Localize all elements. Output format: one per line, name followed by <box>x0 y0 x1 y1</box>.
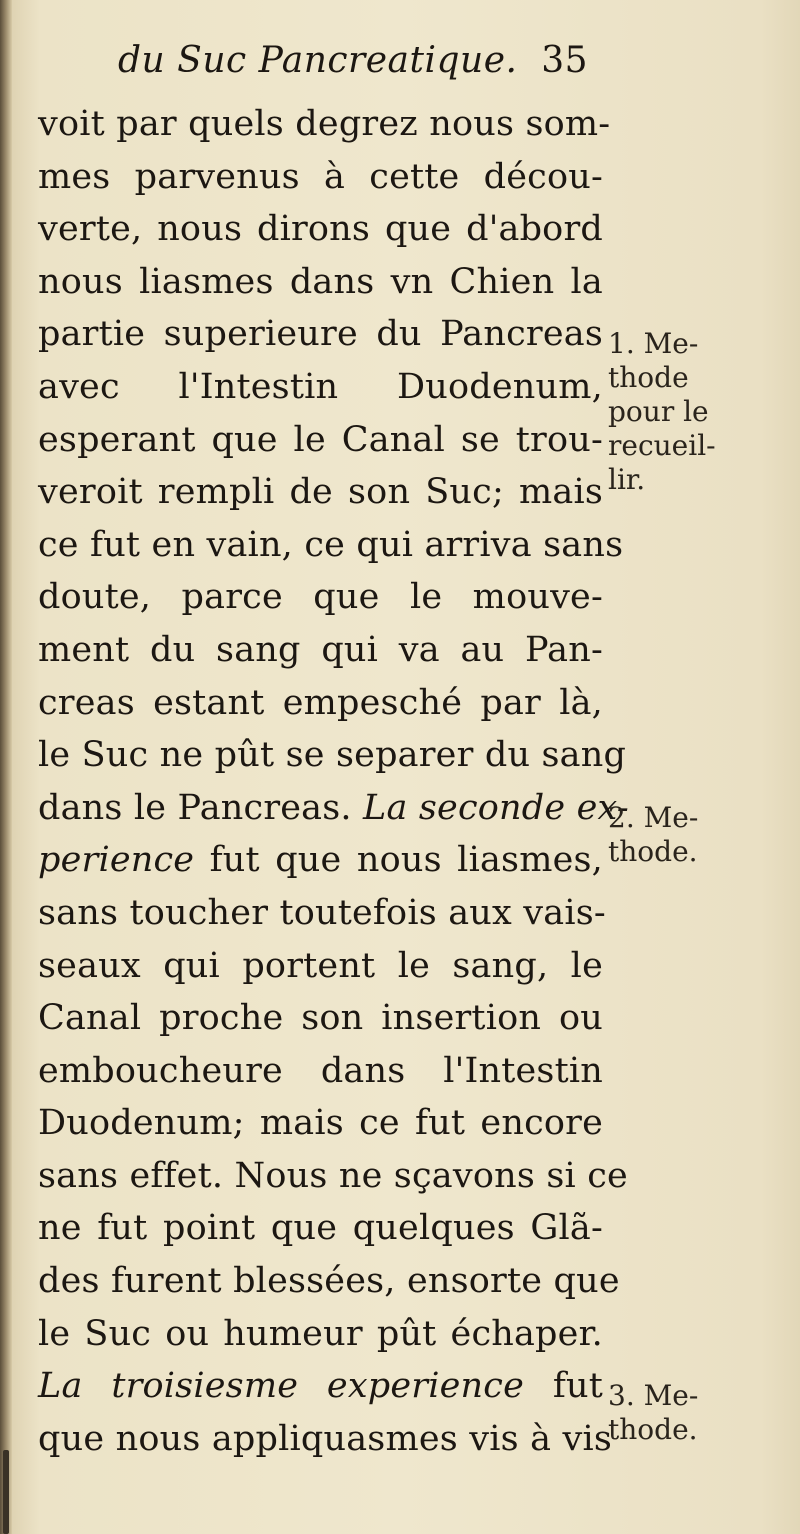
margin-note-line: thode <box>608 361 689 395</box>
text-segment: nous liasmes dans vn Chien la <box>38 261 603 302</box>
text-line <box>38 466 603 519</box>
text-segment: fut que nous liasmes, <box>194 840 603 881</box>
text-line <box>38 1150 628 1203</box>
text-line <box>38 677 603 730</box>
text-line <box>38 98 611 151</box>
text-segment: seaux qui portent le sang, le <box>38 945 603 986</box>
margin-note <box>608 327 798 497</box>
text-segment: Duodenum; mais ce fut encore <box>38 1103 603 1144</box>
text-segment: Canal proche son insertion ou <box>38 998 603 1039</box>
text-line <box>38 308 603 361</box>
text-line <box>38 624 603 677</box>
text-line <box>38 834 603 887</box>
text-segment: mes parvenus à cette décou- <box>38 156 603 197</box>
text-line <box>38 571 603 624</box>
margin-note-line: lir. <box>608 463 646 497</box>
text-line <box>38 887 606 940</box>
text-line <box>38 519 624 572</box>
text-line <box>38 1097 603 1150</box>
italic-text-segment: La troisiesme experience <box>38 1366 524 1407</box>
text-segment: ne fut point que quelques Glã- <box>38 1208 603 1249</box>
text-line <box>38 1202 603 1255</box>
running-head <box>118 40 588 90</box>
text-line <box>38 729 627 782</box>
margin-note <box>608 801 798 869</box>
text-line <box>38 940 603 993</box>
text-segment: le Suc ou humeur pût échaper. <box>38 1313 603 1354</box>
text-segment: veroit rempli de son Suc; mais <box>38 472 603 513</box>
text-line <box>38 414 603 467</box>
text-line <box>38 1045 603 1098</box>
text-line <box>38 1308 603 1361</box>
text-segment: ment du sang qui va au Pan- <box>38 629 603 670</box>
text-line <box>38 782 629 835</box>
page-number: 35 <box>541 40 588 81</box>
binding-edge-mark <box>3 1450 9 1534</box>
text-segment: partie superieure du Pancreas <box>38 314 603 355</box>
text-line <box>38 1360 603 1413</box>
margin-note-line: 1. Me- <box>608 327 699 361</box>
text-line <box>38 256 603 309</box>
text-segment: creas estant empesché par là, <box>38 682 603 723</box>
margin-note-line: pour le <box>608 395 709 429</box>
running-title: du Suc Pancreatique. <box>118 40 518 81</box>
text-line <box>38 1255 620 1308</box>
text-segment: le Suc ne pût se separer du sang <box>38 735 627 776</box>
text-line <box>38 203 603 256</box>
text-segment: sans effet. Nous ne sçavons si ce <box>38 1155 628 1196</box>
text-segment: verte, nous dirons que d'abord <box>38 209 603 250</box>
margin-note-line: 2. Me- <box>608 800 699 834</box>
text-segment: sans toucher toutefois aux vais- <box>38 892 606 933</box>
italic-text-segment: perience <box>38 840 195 881</box>
text-segment: avec l'Intestin Duodenum, <box>38 366 603 407</box>
text-segment: voit par quels degrez nous som- <box>38 104 611 144</box>
text-segment: ce fut en vain, ce qui arriva sans <box>38 524 624 565</box>
text-segment: des furent blessées, ensorte que <box>38 1261 620 1302</box>
margin-note-line: 3. Me- <box>608 1379 699 1413</box>
text-line <box>38 151 603 204</box>
margin-note <box>608 1379 798 1447</box>
text-line <box>38 992 603 1045</box>
text-line <box>38 361 603 414</box>
text-segment: doute, parce que le mouve- <box>38 577 603 618</box>
text-segment: que nous appliquasmes vis à vis <box>38 1418 613 1459</box>
margin-note-line: thode. <box>608 1413 698 1447</box>
margin-note-line: recueil- <box>608 429 716 463</box>
text-segment: esperant que le Canal se trou- <box>38 419 603 460</box>
binding-gutter <box>0 0 12 1534</box>
text-segment: fut <box>524 1366 603 1407</box>
margin-note-line: thode. <box>608 834 698 868</box>
italic-text-segment: La seconde ex- <box>363 787 629 828</box>
text-line <box>38 1413 613 1466</box>
text-segment: dans le Pancreas. <box>38 787 364 828</box>
text-segment: emboucheure dans l'Intestin <box>38 1050 603 1091</box>
